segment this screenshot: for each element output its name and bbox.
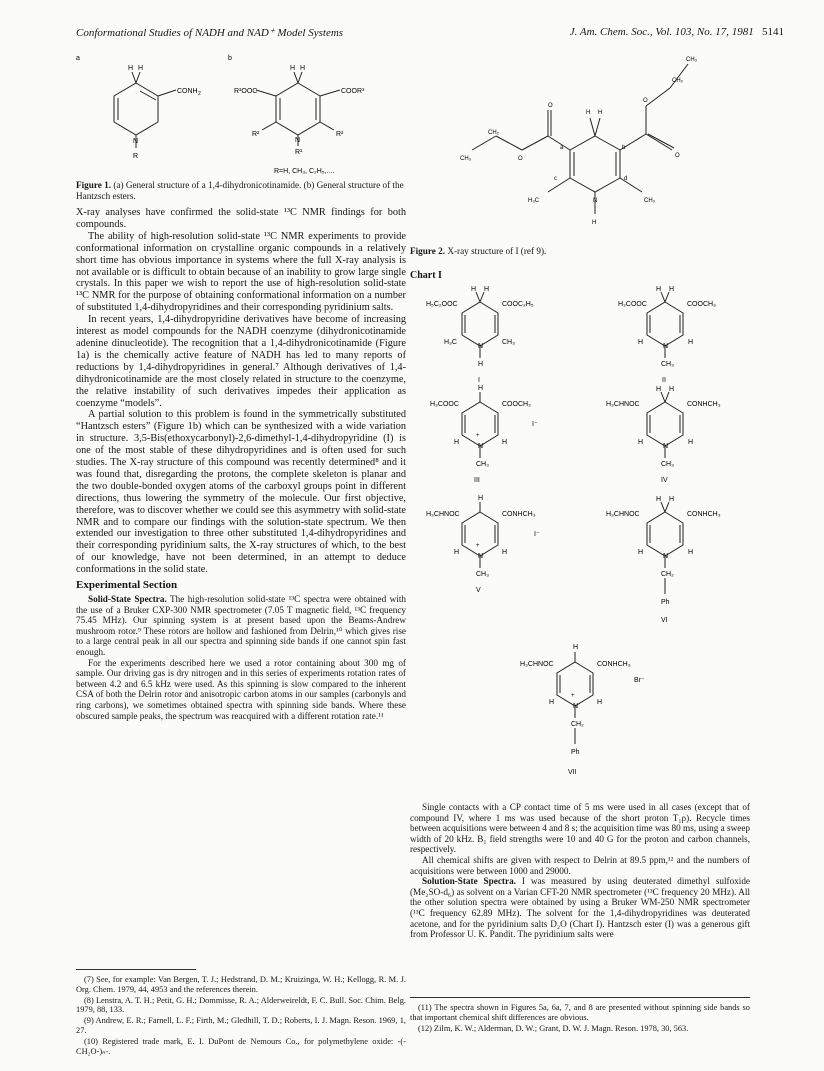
section-heading-experimental: Experimental Section — [76, 579, 178, 592]
svg-text:H: H — [656, 286, 662, 293]
footnotes-left — [76, 975, 406, 1057]
page-number: 5141 — [762, 26, 784, 38]
journal-citation: J. Am. Chem. Soc., Vol. 103, No. 17, 1981 — [569, 26, 754, 38]
svg-text:H₃C: H₃C — [528, 198, 540, 204]
svg-text:O: O — [675, 153, 680, 159]
footnote-rule-left — [76, 969, 196, 970]
svg-text:H: H — [638, 549, 644, 556]
svg-text:H₃CHNOC: H₃CHNOC — [426, 511, 460, 518]
fig1-r-definition: R=H, CH₃, C₂H₅,.... — [274, 168, 335, 175]
svg-text:R¹: R¹ — [295, 149, 303, 156]
figure-1-caption — [76, 180, 406, 201]
paragraph-shifts: All chemical shifts are given with respect to Delrin at 89.5 ppm,¹² and the numbers of acquisitions were between 1000 and 29000. — [410, 854, 750, 876]
svg-text:H: H — [598, 110, 603, 116]
svg-text:H₃COOC: H₃COOC — [430, 401, 459, 408]
svg-text:H: H — [300, 65, 306, 72]
svg-text:N: N — [663, 443, 669, 450]
svg-text:CH₃: CH₃ — [460, 156, 472, 162]
footnote-12: (12) Zilm, K. W.; Alderman, D. W.; Grant, D. W. J. Magn. Reson. 1978, 30, 563. — [418, 1023, 689, 1033]
svg-text:R²: R² — [336, 131, 344, 138]
fig1-label-b: b — [228, 55, 232, 62]
svg-text:CH₂: CH₂ — [488, 130, 499, 136]
svg-text:H: H — [454, 549, 460, 556]
svg-text:CONHCH₃: CONHCH₃ — [597, 661, 631, 668]
svg-text:N: N — [593, 198, 598, 204]
figure-2-caption — [410, 246, 750, 257]
svg-text:COOCH₃: COOCH₃ — [502, 401, 531, 408]
svg-text:H: H — [669, 496, 675, 503]
paragraph-2: The ability of high-resolution solid-state ¹³C NMR experiments to provide conformational information on crystalline organic compounds in a relatively short time has obvious importance in systems where the full X-ray analysis is not available or is difficult to obtain because of an inability to grow large single crystals. In this paper we wish to report the use of high-resolution solid-state ¹³C NMR for the purpose of obtaining conformational information on a number of substituted 1,4-dihydropyridines and their corresponding pyridinium salts. — [76, 230, 406, 314]
svg-text:N: N — [663, 343, 669, 350]
svg-text:N: N — [478, 443, 484, 450]
compound-label-vii: VII — [568, 769, 577, 776]
footnote-9: (9) Andrew, E. R.; Farnell, L. F.; Firth, M.; Gledhill, T. D.; Roberts, I. J. Magn. Reson. 1969, 1, 27. — [76, 1016, 406, 1035]
svg-text:H: H — [656, 496, 662, 503]
svg-text:H: H — [484, 286, 490, 293]
svg-text:c: c — [554, 176, 557, 182]
svg-text:H₃CHNOC: H₃CHNOC — [520, 661, 554, 668]
svg-text:O: O — [548, 103, 553, 109]
svg-text:N: N — [573, 703, 579, 710]
compound-label-vi: VI — [661, 617, 668, 624]
footnotes-right — [410, 1003, 750, 1034]
svg-text:H: H — [638, 439, 644, 446]
svg-text:CONHCH₃: CONHCH₃ — [502, 511, 536, 518]
svg-text:COOCH₃: COOCH₃ — [687, 301, 716, 308]
svg-text:a: a — [560, 145, 564, 151]
svg-text:CH₃: CH₃ — [476, 461, 489, 468]
svg-text:H: H — [688, 439, 694, 446]
paragraph-3: In recent years, 1,4-dihydropyridine derivatives have become of increasing interest as model compounds for the NADH coenzyme (dihydronicotinamide adenine dinucleotide). The recognition that a 1,4-dihydronicotinamide (Figure 1a) is the chemically active feature of NADH has led to many reports of reductions by 1,4-dihydropyridines in general.⁷ Although derivatives of 1,4-dihydronicotinamide are the most closely related in structure to the coenzyme, the relative instability of such derivatives impedes their application as coenzyme “models”. — [76, 314, 406, 409]
svg-text:H: H — [597, 699, 603, 706]
svg-text:H: H — [669, 386, 675, 393]
chart-1-structures — [410, 282, 750, 802]
svg-text:COOR³: COOR³ — [341, 88, 365, 95]
svg-text:H: H — [549, 699, 555, 706]
footnote-10: (10) Registered trade mark, E. I. DuPont de Nemours Co., for polymethylene oxide: -(-CH₂O-)ₙ-. — [76, 1036, 406, 1056]
svg-text:CONHCH₃: CONHCH₃ — [687, 511, 721, 518]
svg-text:H: H — [573, 644, 579, 651]
figure-1-caption-text: (a) General structure of a 1,4-dihydronicotinamide. (b) General structure of the Hantzsch esters. — [76, 180, 404, 201]
footnote-7: (7) See, for example: Van Bergen, T. J.; Hedstrand, D. M.; Kruizinga, W. H.; Kellogg, R. M. J. Org. Chem. 1979, 44, 4953 and the references therein. — [76, 975, 406, 994]
svg-text:R: R — [133, 153, 139, 160]
svg-text:I⁻: I⁻ — [532, 421, 538, 428]
svg-text:CONHCH₃: CONHCH₃ — [687, 401, 721, 408]
left-column-body — [76, 207, 406, 721]
svg-text:H₅C₂OOC: H₅C₂OOC — [426, 301, 458, 308]
svg-text:CH₃: CH₃ — [476, 571, 489, 578]
svg-text:CH₃: CH₃ — [686, 57, 698, 63]
svg-text:CH₃: CH₃ — [661, 361, 674, 368]
svg-text:H₃CHNOC: H₃CHNOC — [606, 511, 640, 518]
svg-text:N: N — [663, 553, 669, 560]
svg-text:CH₂: CH₂ — [571, 721, 584, 728]
svg-text:Ph: Ph — [661, 599, 670, 606]
svg-text:H: H — [290, 65, 296, 72]
compound-label-ii: II — [662, 377, 666, 384]
svg-text:+: + — [476, 543, 480, 549]
svg-text:O: O — [518, 156, 523, 162]
svg-text:H: H — [592, 220, 597, 226]
svg-text:H: H — [478, 361, 484, 368]
footnote-11: (11) The spectra shown in Figures 5a, 6a, 7, and 8 are presented without spinning side bands so that important chemical shift differences are obvious. — [410, 1003, 750, 1022]
paragraph-rotor: For the experiments described here we used a rotor containing about 300 mg of sample. Our driving gas is dry nitrogen and in this series of experiments rotation rates of between 4.2 and 6.5 kHz were used. As this spinning is slow compared to the inherent CSA of both the Delrin rotor and anisotropic carbon atoms in our samples (carbonyls and ring carbons), we sometimes obtained spectra with spinning side bands. Where these obscured sample peaks, the spectrum was reacquired with a different rotation rate.¹¹ — [76, 657, 406, 721]
svg-text:Ph: Ph — [571, 749, 580, 756]
svg-text:CH₃: CH₃ — [661, 461, 674, 468]
svg-text:H: H — [638, 339, 644, 346]
svg-text:N: N — [478, 553, 484, 560]
running-head-journal — [570, 26, 784, 38]
compound-label-iii: III — [474, 477, 480, 484]
svg-text:H: H — [502, 439, 508, 446]
svg-text:+: + — [571, 693, 575, 699]
svg-text:R³OOC: R³OOC — [234, 88, 258, 95]
paragraph-contacts: Single contacts with a CP contact time of 5 ms were used in all cases (except that of compound IV, where 1 ms was used because of the short proton T₁ρ). Recycle times between acquisitions were between 4 and 8 s; the acquisition time was 80 ms, using a sweep width of 20 kHz. B₁ field strengths were 10 and 40 G for the proton and carbon channels, respectively. — [410, 802, 750, 855]
figure-2-xray-structure — [410, 52, 750, 240]
figure-2-caption-text: X-ray structure of I (ref 9). — [445, 246, 547, 256]
right-column-body — [410, 802, 750, 940]
svg-text:2: 2 — [198, 91, 201, 97]
svg-text:H: H — [128, 65, 134, 72]
svg-text:H: H — [656, 386, 662, 393]
svg-text:I⁻: I⁻ — [534, 531, 540, 538]
paragraph-1: X-ray analyses have confirmed the solid-state ¹³C NMR findings for both compounds. — [76, 207, 406, 230]
solution-state-text: I was measured by using deuterated dimethyl sulfoxide (Me₂SO-d₆) as solvent on a Varian CFT-20 NMR spectrometer (¹³C frequency 20 MHz). All the other solution spectra were obtained by using a Bruker WM-250 NMR spectrometer (¹³C frequency 62.89 MHz). The solvent for the 1,4-dihydropyridines was deuterated acetone, and for the pyridinium salts D₂O (Chart I). Hantzsch ester (I) was a generous gift from Professor U. K. Pandit. The pyridinium salts were — [410, 876, 751, 940]
svg-text:COOC₂H₅: COOC₂H₅ — [502, 301, 534, 308]
svg-text:H₃C: H₃C — [444, 339, 457, 346]
svg-text:H: H — [138, 65, 144, 72]
fig1-label-a: a — [76, 55, 80, 62]
svg-text:R²: R² — [252, 131, 260, 138]
solid-state-text: The high-resolution solid-state ¹³C spectra were obtained with the use of a Bruker CXP-300 NMR spectrometer (7.05 T magnetic field, ¹³C frequency 75.45 MHz). Our spinning system is at present based upon the Beams-Andrew mushroom rotor.⁹ These rotors are hollow and fashioned from Delrin,¹⁰ which gives rise to a large central peak in all our spectra and spinning side bands if one cannot spin fast enough. — [76, 594, 406, 657]
svg-text:H: H — [478, 385, 484, 392]
compound-label-i: I — [478, 377, 480, 384]
svg-text:O: O — [643, 98, 648, 104]
figure-2-label: Figure 2. — [410, 246, 446, 256]
svg-text:CH₃: CH₃ — [644, 198, 656, 204]
svg-text:H: H — [502, 549, 508, 556]
svg-text:H: H — [669, 286, 675, 293]
chart-title: Chart I — [410, 270, 442, 281]
svg-text:CH₂: CH₂ — [661, 571, 674, 578]
svg-text:CH₂: CH₂ — [672, 78, 683, 84]
svg-text:H₃CHNOC: H₃CHNOC — [606, 401, 640, 408]
svg-text:CONH: CONH — [177, 88, 198, 95]
footnote-rule-right — [410, 997, 750, 998]
svg-text:H: H — [471, 286, 477, 293]
svg-text:N: N — [478, 343, 484, 350]
svg-text:N: N — [133, 138, 139, 145]
svg-text:H: H — [688, 339, 694, 346]
footnote-8: (8) Lenstra, A. T. H.; Petit, G. H.; Dommisse, R. A.; Alderweireldt, F. C. Bull. Soc. Chim. Belg. 1979, 88, 133. — [76, 995, 406, 1015]
running-head-title: Conformational Studies of NADH and NAD⁺ Model Systems — [76, 27, 344, 39]
svg-text:+: + — [476, 433, 480, 439]
compound-label-v: V — [476, 587, 481, 594]
paragraph-4: A partial solution to this problem is found in the symmetrically substituted “Hantzsch esters” (Figure 1b) which can be synthesized with a wide variation in structure. 3,5-Bis(ethoxycarbonyl)-2,6-dimethyl-1,4-dihydropyridine (I) is one of the most stable of these dihydropyridines and is often used for such studies. The X-ray structure of this compound was recently determined⁸ and it was found that, disregarding the protons, the complete skeleton is planar and the two double-bonded oxygen atoms of the carboxyl groups point in different directions, thus lowering the symmetry of the molecule. Our first objective, therefore, was to discover whether we could see this asymmetry with solid-state NMR and to compare our findings with the solution-state spectrum. We then extended our investigation to three other substituted 1,4-dihydropyridines and their corresponding pyridinium salts, the X-ray structures of which, to the best of our knowledge, have not been determined, in an attempt to deduce conformations in the solid state. — [76, 409, 406, 576]
compound-label-iv: IV — [661, 477, 668, 484]
svg-text:H₃COOC: H₃COOC — [618, 301, 647, 308]
svg-text:CH₃: CH₃ — [502, 339, 515, 346]
figure-1-structures — [76, 48, 406, 180]
svg-text:H: H — [688, 549, 694, 556]
paragraph-solution-state — [410, 876, 750, 940]
svg-text:H: H — [478, 495, 484, 502]
svg-text:Br⁻: Br⁻ — [634, 677, 645, 684]
svg-text:d: d — [624, 176, 628, 182]
figure-1-label: Figure 1. — [76, 180, 112, 190]
svg-text:b: b — [622, 145, 626, 151]
runin-solid-state: Solid-State Spectra. — [88, 594, 167, 604]
svg-text:N: N — [295, 137, 301, 144]
runin-solution-state: Solution-State Spectra. — [422, 876, 516, 887]
paragraph-solid-state — [76, 594, 406, 658]
svg-text:H: H — [454, 439, 460, 446]
svg-text:H: H — [586, 110, 591, 116]
